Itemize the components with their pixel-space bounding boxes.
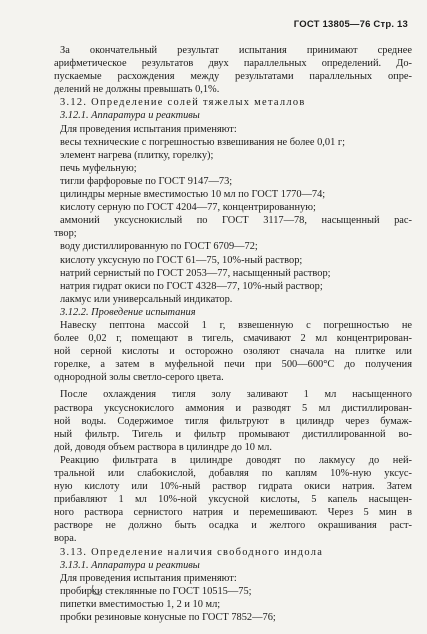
text-line: тигли фарфоровые по ГОСТ 9147—73;: [60, 175, 233, 187]
text-line: Навеску пептона массой 1 г, взвешенную с погрешностью не: [60, 319, 412, 331]
text-line: прибавляют 1 мл 10%-ной уксусной кислоты, 5 капель насыщен-: [54, 494, 412, 506]
body-text: [54, 44, 412, 624]
text-line: пробирки стеклянные по ГОСТ 10515—75;: [60, 585, 252, 597]
text-line: натрий сернистый по ГОСТ 2053—77, насыщенный раствор;: [60, 267, 331, 279]
text-line: дой, доводя объем раствора в цилиндре до 10 мл.: [54, 441, 272, 453]
text-line: лакмус или универсальный индикатор.: [60, 293, 233, 305]
text-line: горелке, а затем в муфельной печи при 500—600°С до получения: [54, 359, 412, 371]
text-line: За окончательный результат испытания принимают среднее: [60, 45, 412, 56]
text-line: ной воды. Содержимое тигля фильтруют в цилиндр через бумаж-: [54, 415, 412, 427]
text-line: элемент нагрева (плитку, горелку);: [60, 149, 214, 161]
text-line: весы технические с погрешностью взвешивания не более 0,01 г;: [60, 136, 346, 148]
text-line: однородной золы светло-серого цвета.: [54, 372, 224, 384]
text-line: 3.13.1. Аппаратура и реактивы: [60, 559, 200, 571]
text-line: 3.12.1. Аппаратура и реактивы: [60, 110, 200, 122]
text-line: ной серной кислоты и осторожно озоляют сначала на плитке или: [54, 346, 412, 358]
text-line: пробки резиновые конусные по ГОСТ 7852—76;: [60, 612, 276, 624]
text-line: кислоту серную по ГОСТ 4204—77, концентрированную;: [60, 202, 316, 214]
text-line: 3.13. Определение наличия свободного индола: [60, 546, 324, 558]
text-line: аммоний уксуснокислый по ГОСТ 3117—78, насыщенный рас-: [60, 215, 412, 227]
text-line: Для проведения испытания применяют:: [60, 572, 237, 584]
text-line: раствора уксуснокислого аммония и разводят 5 мл дистиллирован-: [54, 402, 412, 414]
text-line: ную кислоту или 10%-ный раствор гидрата окиси натрия. Затем: [54, 481, 412, 493]
text-line: воду дистиллированную по ГОСТ 6709—72;: [60, 241, 258, 253]
text-line: ный фильтр. Тигель и фильтр промывают дистиллированной во-: [54, 428, 412, 440]
text-line: натрия гидрат окиси по ГОСТ 4328—77, 10%-ный раствор;: [60, 280, 323, 292]
text-line: тральной или слабокислой, добавляя по каплям 10%-ную уксус-: [54, 468, 412, 479]
text-line: пускаемые расхождения между результатами параллельных опре-: [54, 71, 412, 83]
text-line: твор;: [54, 228, 77, 240]
pen-mark: [90, 584, 104, 600]
text-line: печь муфельную;: [60, 162, 137, 174]
text-line: растворе не должно быть осадка и желтого окрашивания раст-: [54, 520, 412, 532]
text-line: вора.: [54, 533, 77, 545]
text-line: ного раствора сернистого натрия и перемешивают. Через 5 мин в: [54, 507, 412, 519]
text-line: кислоту уксусную по ГОСТ 61—75, 10%-ный раствор;: [60, 254, 303, 266]
text-line: 3.12. Определение солей тяжелых металлов: [60, 97, 306, 109]
page-header: ГОСТ 13805—76 Стр. 13: [293, 19, 408, 30]
text-line: арифметическое результатов двух параллельных определений. До-: [54, 58, 412, 70]
text-line: более 0,02 г, помещают в тигель, смачивают 2 мл концентрирован-: [54, 333, 412, 345]
text-line: Реакцию фильтрата в цилиндре доводят по лакмусу до ней-: [60, 454, 412, 466]
text-line: пипетки вместимостью 1, 2 и 10 мл;: [60, 598, 221, 610]
text-line: цилиндры мерные вместимостью 10 мл по ГОСТ 1770—74;: [60, 189, 326, 201]
text-line: делений не должны превышать 0,1%.: [54, 84, 220, 96]
text-line: 3.12.2. Проведение испытания: [60, 306, 196, 318]
text-line: Для проведения испытания применяют:: [60, 123, 237, 135]
text-line: После охлаждения тигля золу заливают 1 мл насыщенного: [60, 389, 412, 401]
